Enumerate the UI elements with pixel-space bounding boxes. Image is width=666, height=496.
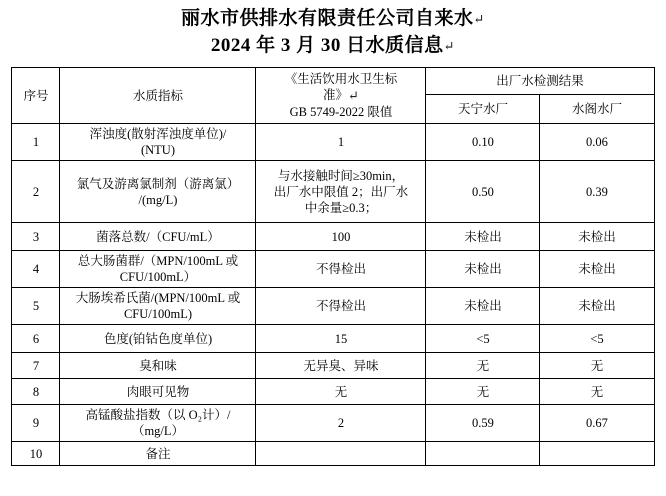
row-standard — [256, 161, 426, 223]
row-no: 4 — [12, 251, 60, 288]
row-indicator-line1: 氯气及游离氯制剂（游离氯） — [76, 176, 240, 191]
row-standard: 1 — [256, 124, 426, 161]
row-standard-line2: 出厂水中限值 2；出厂水 — [273, 184, 409, 199]
document-title-line-1 — [0, 6, 666, 33]
row-plant2-value: 未检出 — [540, 288, 654, 325]
row-plant1-value: <5 — [426, 325, 540, 353]
row-plant2-value: 无 — [540, 379, 654, 405]
row-plant1-value: 未检出 — [426, 251, 540, 288]
remark-value-plant1 — [426, 442, 540, 466]
row-indicator — [60, 288, 256, 325]
row-indicator: 菌落总数/（CFU/mL） — [60, 223, 256, 251]
header-indicator: 水质指标 — [60, 68, 256, 124]
header-no: 序号 — [12, 68, 60, 124]
row-plant2-value: 0.67 — [540, 405, 654, 442]
water-quality-table — [11, 67, 654, 466]
header-plant-tianning: 天宁水厂 — [426, 95, 540, 124]
row-indicator-line1: 总大肠菌群/（MPN/100mL 或 — [77, 254, 239, 269]
row-indicator: 臭和味 — [60, 353, 256, 379]
row-standard: 不得检出 — [256, 288, 426, 325]
header-standard-text2: 准》 — [323, 88, 349, 103]
table-row — [12, 161, 654, 223]
row-plant1-value: 未检出 — [426, 288, 540, 325]
remark-no: 10 — [12, 442, 60, 466]
remark-label: 备注 — [60, 442, 256, 466]
header-plant-shuige: 水阁水厂 — [540, 95, 654, 124]
header-standard-text1: 《生活饮用水卫生标 — [284, 72, 398, 87]
header-standard-line1 — [259, 71, 422, 87]
table-row — [12, 353, 654, 379]
row-standard: 不得检出 — [256, 251, 426, 288]
table-remark-row — [12, 442, 654, 466]
row-indicator-line2: （mg/L） — [131, 424, 185, 439]
header-standard-line3 — [259, 104, 422, 120]
row-indicator-line1: 高锰酸盐指数（以 O₂计）/ — [85, 408, 231, 423]
title-text-2: 2024 年 3 月 30 日水质信息 — [210, 34, 444, 56]
document-title-block — [0, 0, 666, 59]
row-standard: 无异臭、异味 — [256, 353, 426, 379]
row-standard: 15 — [256, 325, 426, 353]
table-row — [12, 325, 654, 353]
row-no: 1 — [12, 124, 60, 161]
pilcrow-mark: ↵ — [443, 38, 456, 54]
row-plant1-value: 无 — [426, 353, 540, 379]
row-indicator — [60, 124, 256, 161]
row-plant1-value: 未检出 — [426, 223, 540, 251]
header-standard-text3: GB 5749-2022 限值 — [289, 105, 393, 120]
pilcrow-mark: ↵ — [348, 88, 359, 104]
row-standard: 2 — [256, 405, 426, 442]
header-standard — [256, 68, 426, 124]
row-indicator-line2: CFU/100mL） — [119, 270, 197, 285]
row-indicator — [60, 405, 256, 442]
row-no: 3 — [12, 223, 60, 251]
row-no: 6 — [12, 325, 60, 353]
remark-value-standard — [256, 442, 426, 466]
row-indicator-line2: CFU/100mL) — [123, 307, 193, 322]
row-plant1-value: 0.50 — [426, 161, 540, 223]
row-plant1-value: 0.59 — [426, 405, 540, 442]
row-indicator — [60, 161, 256, 223]
table-row — [12, 405, 654, 442]
row-no: 9 — [12, 405, 60, 442]
row-plant2-value: 未检出 — [540, 251, 654, 288]
row-plant1-value: 无 — [426, 379, 540, 405]
table-row — [12, 288, 654, 325]
row-indicator-line2: /(mg/L) — [138, 192, 178, 207]
header-standard-line2 — [259, 87, 422, 104]
row-no: 8 — [12, 379, 60, 405]
table-row — [12, 124, 654, 161]
row-standard-line1: 与水接触时间≥30min， — [277, 168, 405, 183]
table-row — [12, 251, 654, 288]
table-row — [12, 379, 654, 405]
row-no: 2 — [12, 161, 60, 223]
header-result-group: 出厂水检测结果 — [426, 68, 654, 95]
row-plant2-value: <5 — [540, 325, 654, 353]
document-title-line-2 — [0, 33, 666, 60]
row-indicator-line1: 浑浊度(散射浑浊度单位)/ — [89, 127, 227, 142]
remark-value-plant2 — [540, 442, 654, 466]
table-row — [12, 223, 654, 251]
row-plant2-value: 无 — [540, 353, 654, 379]
row-indicator — [60, 251, 256, 288]
row-standard-line3: 中余量≥0.3； — [304, 200, 378, 215]
row-no: 5 — [12, 288, 60, 325]
title-text-1: 丽水市供排水有限责任公司自来水 — [181, 8, 474, 29]
row-indicator: 色度(铂钴色度单位) — [60, 325, 256, 353]
table-header-row-1 — [12, 68, 654, 95]
row-plant2-value: 未检出 — [540, 223, 654, 251]
row-indicator: 肉眼可见物 — [60, 379, 256, 405]
row-indicator-line2: (NTU) — [140, 143, 175, 158]
pilcrow-mark: ↵ — [473, 11, 485, 27]
row-plant2-value: 0.06 — [540, 124, 654, 161]
row-plant1-value: 0.10 — [426, 124, 540, 161]
row-no: 7 — [12, 353, 60, 379]
row-standard: 100 — [256, 223, 426, 251]
row-plant2-value: 0.39 — [540, 161, 654, 223]
row-standard: 无 — [256, 379, 426, 405]
row-indicator-line1: 大肠埃希氏菌/(MPN/100mL 或 — [75, 291, 241, 306]
